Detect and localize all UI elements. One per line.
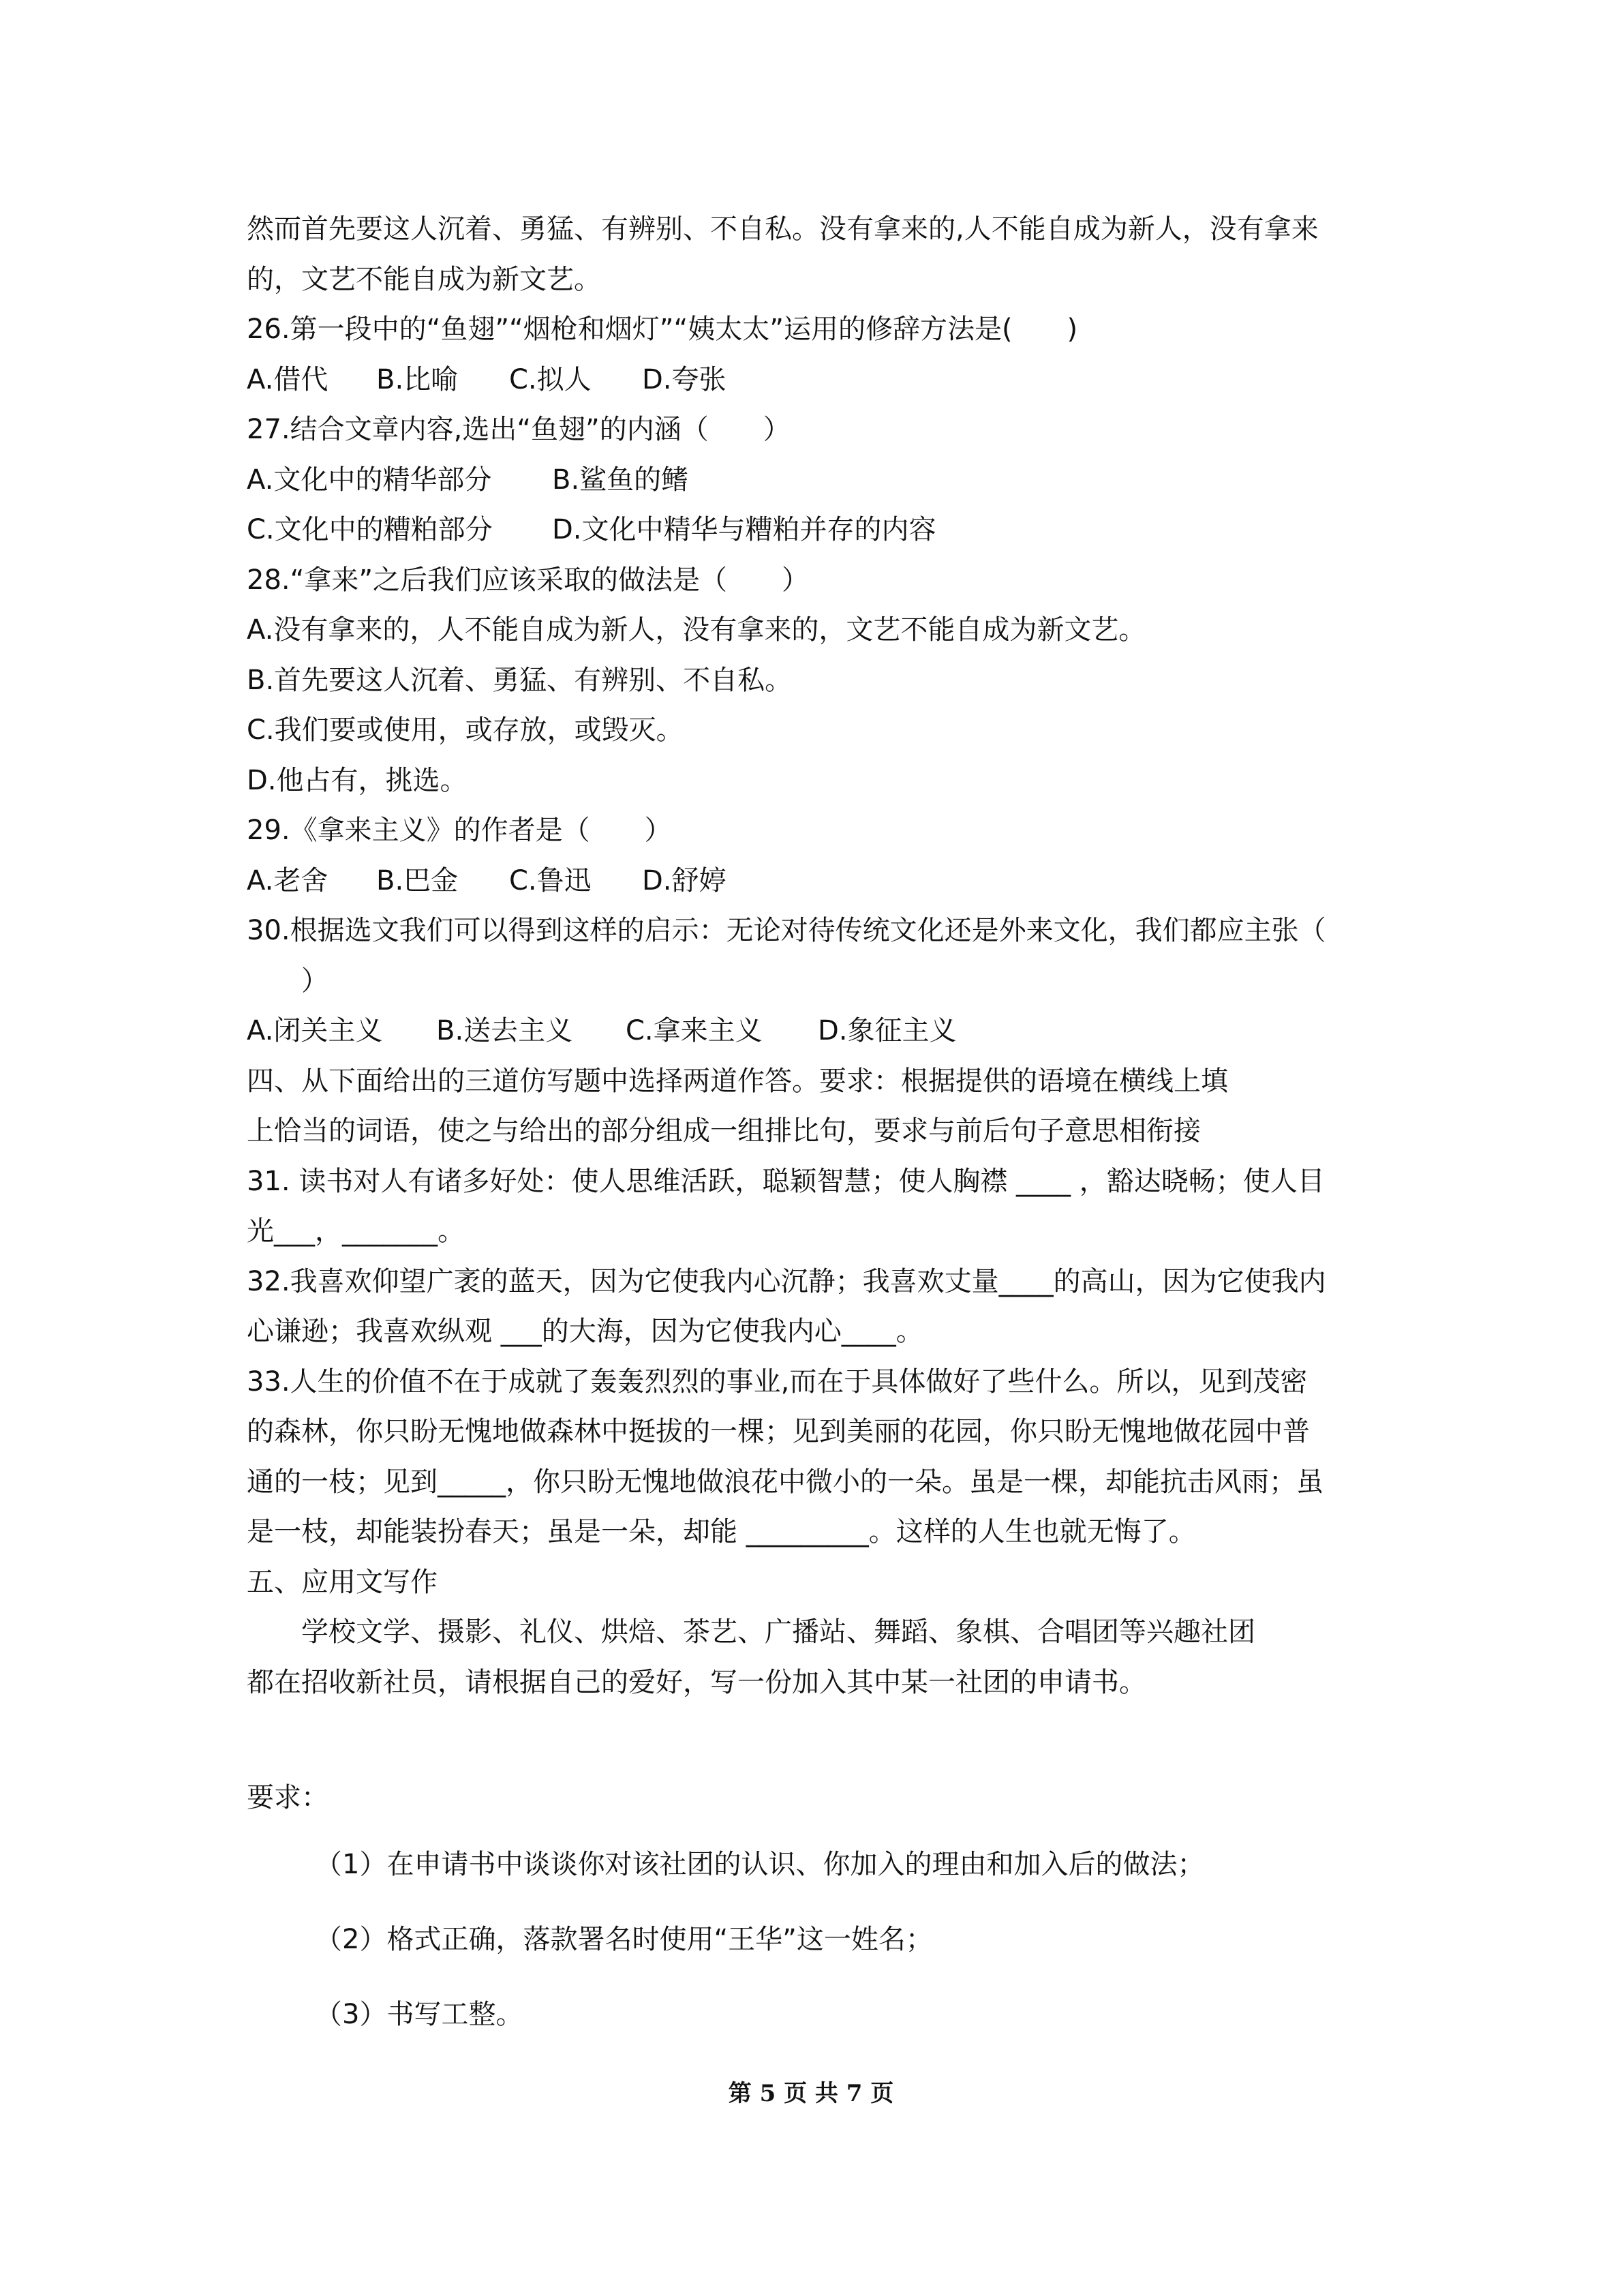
section-4-heading-line-2: 上恰当的词语，使之与给出的部分组成一组排比句，要求与前后句子意思相衔接: [247, 1115, 1201, 1147]
section-5-body-line-2: 都在招收新社员，请根据自己的爱好，写一份加入其中某一社团的申请书。: [247, 1666, 1146, 1698]
option-d: D.象征主义: [818, 1015, 957, 1046]
option-b: B.首先要这人沉着、勇猛、有辨别、不自私。: [247, 664, 793, 696]
option-d: D.他占有，挑选。: [247, 764, 468, 796]
question-30-options: [247, 1006, 1392, 1057]
option-c: C.我们要或使用，或存放，或毁灭。: [247, 714, 684, 746]
option-a: A.闭关主义: [247, 1015, 383, 1046]
option-c: C.拿来主义: [626, 1015, 763, 1046]
question-33-line-1: 33.人生的价值不在于成就了轰轰烈烈的事业,而在于具体做好了些什么。所以，见到茂密: [247, 1365, 1308, 1398]
requirements-title: 要求：: [247, 1782, 328, 1813]
option-d: D.舒婷: [642, 864, 726, 896]
question-33-line-3: 通的一枝；见到_____，你只盼无愧地做浪花中微小的一朵。虽是一棵，却能抗击风雨；虽: [247, 1466, 1323, 1498]
intro-line-2: 的，文艺不能自成为新文艺。: [247, 263, 601, 295]
option-c: C.拟人: [509, 363, 592, 395]
question-28-stem: 28.“拿来”之后我们应该采取的做法是（ ）: [247, 564, 810, 596]
option-a: A.没有拿来的，人不能自成为新人，没有拿来的，文艺不能自成为新文艺。: [247, 614, 1146, 646]
question-29-stem: 29.《拿来主义》的作者是（ ）: [247, 815, 672, 846]
question-27-stem: 27.结合文章内容,选出“鱼翅”的内涵（ ）: [247, 414, 791, 445]
requirement-1: （1）在申请书中谈谈你对该社团的认识、你加入的理由和加入后的做法；: [315, 1848, 1205, 1880]
question-27-options-row1: [247, 455, 1392, 506]
section-5-heading: 五、应用文写作: [247, 1566, 438, 1598]
question-29-options: [247, 856, 1392, 907]
question-32-line-2: 心谦逊；我喜欢纵观 ___的大海，因为它使我内心____。: [247, 1316, 923, 1347]
question-30-stem-line-1: 30.根据选文我们可以得到这样的启示：无论对待传统文化还是外来文化，我们都应主张（: [247, 915, 1326, 946]
option-b: B.巴金: [376, 864, 459, 896]
requirement-3: （3）书写工整。: [315, 1998, 523, 2030]
option-d: D.文化中精华与糟粕并存的内容: [552, 514, 936, 545]
option-b: B.比喻: [376, 363, 459, 395]
requirement-2: （2）格式正确，落款署名时使用“王华”这一姓名；: [315, 1923, 933, 1955]
question-33-line-4: 是一枝，却能装扮春天；虽是一朵，却能 _________。这样的人生也就无悔了。: [247, 1516, 1196, 1547]
question-27-options-row2: [247, 505, 1392, 556]
option-c: C.文化中的糟粕部分: [247, 514, 493, 545]
question-30-stem-line-2: ）: [247, 965, 328, 997]
option-c: C.鲁迅: [509, 864, 592, 896]
intro-line-1: 然而首先要这人沉着、勇猛、有辨别、不自私。没有拿来的,人不能自成为新人，没有拿来: [247, 213, 1319, 245]
question-26-options: [247, 355, 1392, 406]
section-4-heading-line-1: 四、从下面给出的三道仿写题中选择两道作答。要求：根据提供的语境在横线上填: [247, 1065, 1228, 1097]
question-32-line-1: 32.我喜欢仰望广袤的蓝天，因为它使我内心沉静；我喜欢丈量____的高山，因为它使我内: [247, 1265, 1326, 1297]
option-a: A.文化中的精华部分: [247, 464, 492, 496]
option-d: D.夸张: [642, 363, 726, 395]
question-31-line-2: 光___，_______。: [247, 1215, 465, 1247]
document-page: [247, 205, 1392, 2028]
option-b: B.送去主义: [436, 1015, 573, 1046]
option-a: A.借代: [247, 363, 328, 395]
page-footer: 第 5 页 共 7 页: [728, 2080, 894, 2107]
option-a: A.老舍: [247, 864, 328, 896]
question-33-line-2: 的森林，你只盼无愧地做森林中挺拔的一棵；见到美丽的花园，你只盼无愧地做花园中普: [247, 1416, 1310, 1447]
option-b: B.鲨鱼的鳍: [552, 464, 689, 496]
section-5-body-line-1: 学校文学、摄影、礼仪、烘焙、茶艺、广播站、舞蹈、象棋、合唱团等兴趣社团: [247, 1616, 1255, 1648]
question-31-line-1: 31. 读书对人有诸多好处：使人思维活跃，聪颖智慧；使人胸襟 ____ ，豁达晓畅；使人目: [247, 1165, 1325, 1197]
question-26-stem: 26.第一段中的“鱼翅”“烟枪和烟灯”“姨太太”运用的修辞方法是( ): [247, 314, 1078, 345]
